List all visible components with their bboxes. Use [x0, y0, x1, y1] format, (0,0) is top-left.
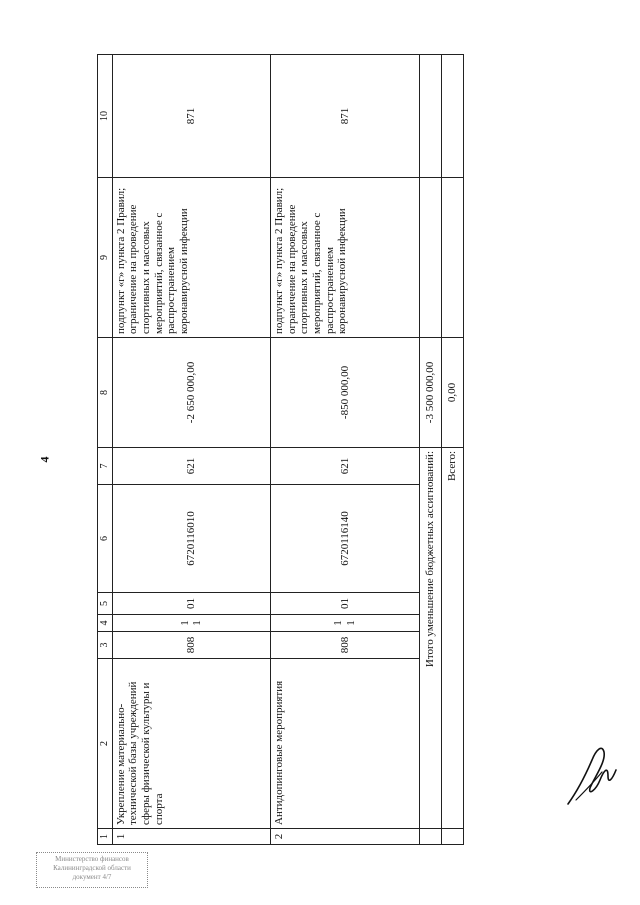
page-number: 4 — [37, 456, 52, 463]
table-row — [112, 55, 271, 845]
header-cell: 5 — [98, 593, 113, 615]
row-name: Укрепление материально-технической базы учреждений сферы физической культуры и спорта — [112, 659, 271, 829]
header-cell: 1 — [98, 829, 113, 845]
row-c7: 621 — [112, 448, 271, 485]
row-c5: 01 — [112, 593, 271, 615]
row-c9: подпункт «г» пункта 2 Правил; ограничение на проведение спортивных и массовых мероприятий, связанное с распространением коронавирусной инфекции — [271, 178, 419, 338]
header-cell: 10 — [98, 55, 113, 178]
row-c10: 871 — [271, 55, 419, 178]
grand-total-value: 0,00 — [441, 338, 463, 448]
row-c3: 808 — [112, 632, 271, 659]
row-c6: 6720116140 — [271, 485, 419, 593]
total-decrease-row — [419, 55, 441, 845]
signature-icon — [562, 730, 622, 810]
header-cell: 7 — [98, 448, 113, 485]
total-decrease-label: Итого уменьшение бюджетных ассигнований: — [419, 448, 441, 829]
stamp — [36, 852, 148, 888]
budget-table — [97, 54, 464, 845]
row-number: 1 — [112, 829, 271, 845]
rotated-table-container — [97, 55, 464, 845]
header-cell: 2 — [98, 659, 113, 829]
row-c10: 871 — [112, 55, 271, 178]
stamp-line: Министерство финансов — [55, 855, 129, 863]
grand-total-row — [441, 55, 463, 845]
row-c8: -850 000,00 — [271, 338, 419, 448]
stamp-line: Калининградской области — [53, 864, 131, 872]
grand-total-label: Всего: — [441, 448, 463, 829]
header-cell: 6 — [98, 485, 113, 593]
row-c4: 11 — [271, 615, 419, 632]
row-c7: 621 — [271, 448, 419, 485]
stamp-line: документ 4/7 — [72, 873, 112, 881]
row-c9: подпункт «г» пункта 2 Правил; ограничение на проведение спортивных и массовых мероприятий, связанное с распространением коронавирусной инфекции — [112, 178, 271, 338]
header-row — [98, 55, 113, 845]
header-cell: 4 — [98, 615, 113, 632]
header-cell: 9 — [98, 178, 113, 338]
row-c4: 11 — [112, 615, 271, 632]
header-cell: 3 — [98, 632, 113, 659]
row-number: 2 — [271, 829, 419, 845]
row-name: Антидопинговые мероприятия — [271, 659, 419, 829]
row-c3: 808 — [271, 632, 419, 659]
row-c6: 6720116010 — [112, 485, 271, 593]
total-decrease-value: -3 500 000,00 — [419, 338, 441, 448]
row-c5: 01 — [271, 593, 419, 615]
row-c8: -2 650 000,00 — [112, 338, 271, 448]
header-cell: 8 — [98, 338, 113, 448]
table-row — [271, 55, 419, 845]
